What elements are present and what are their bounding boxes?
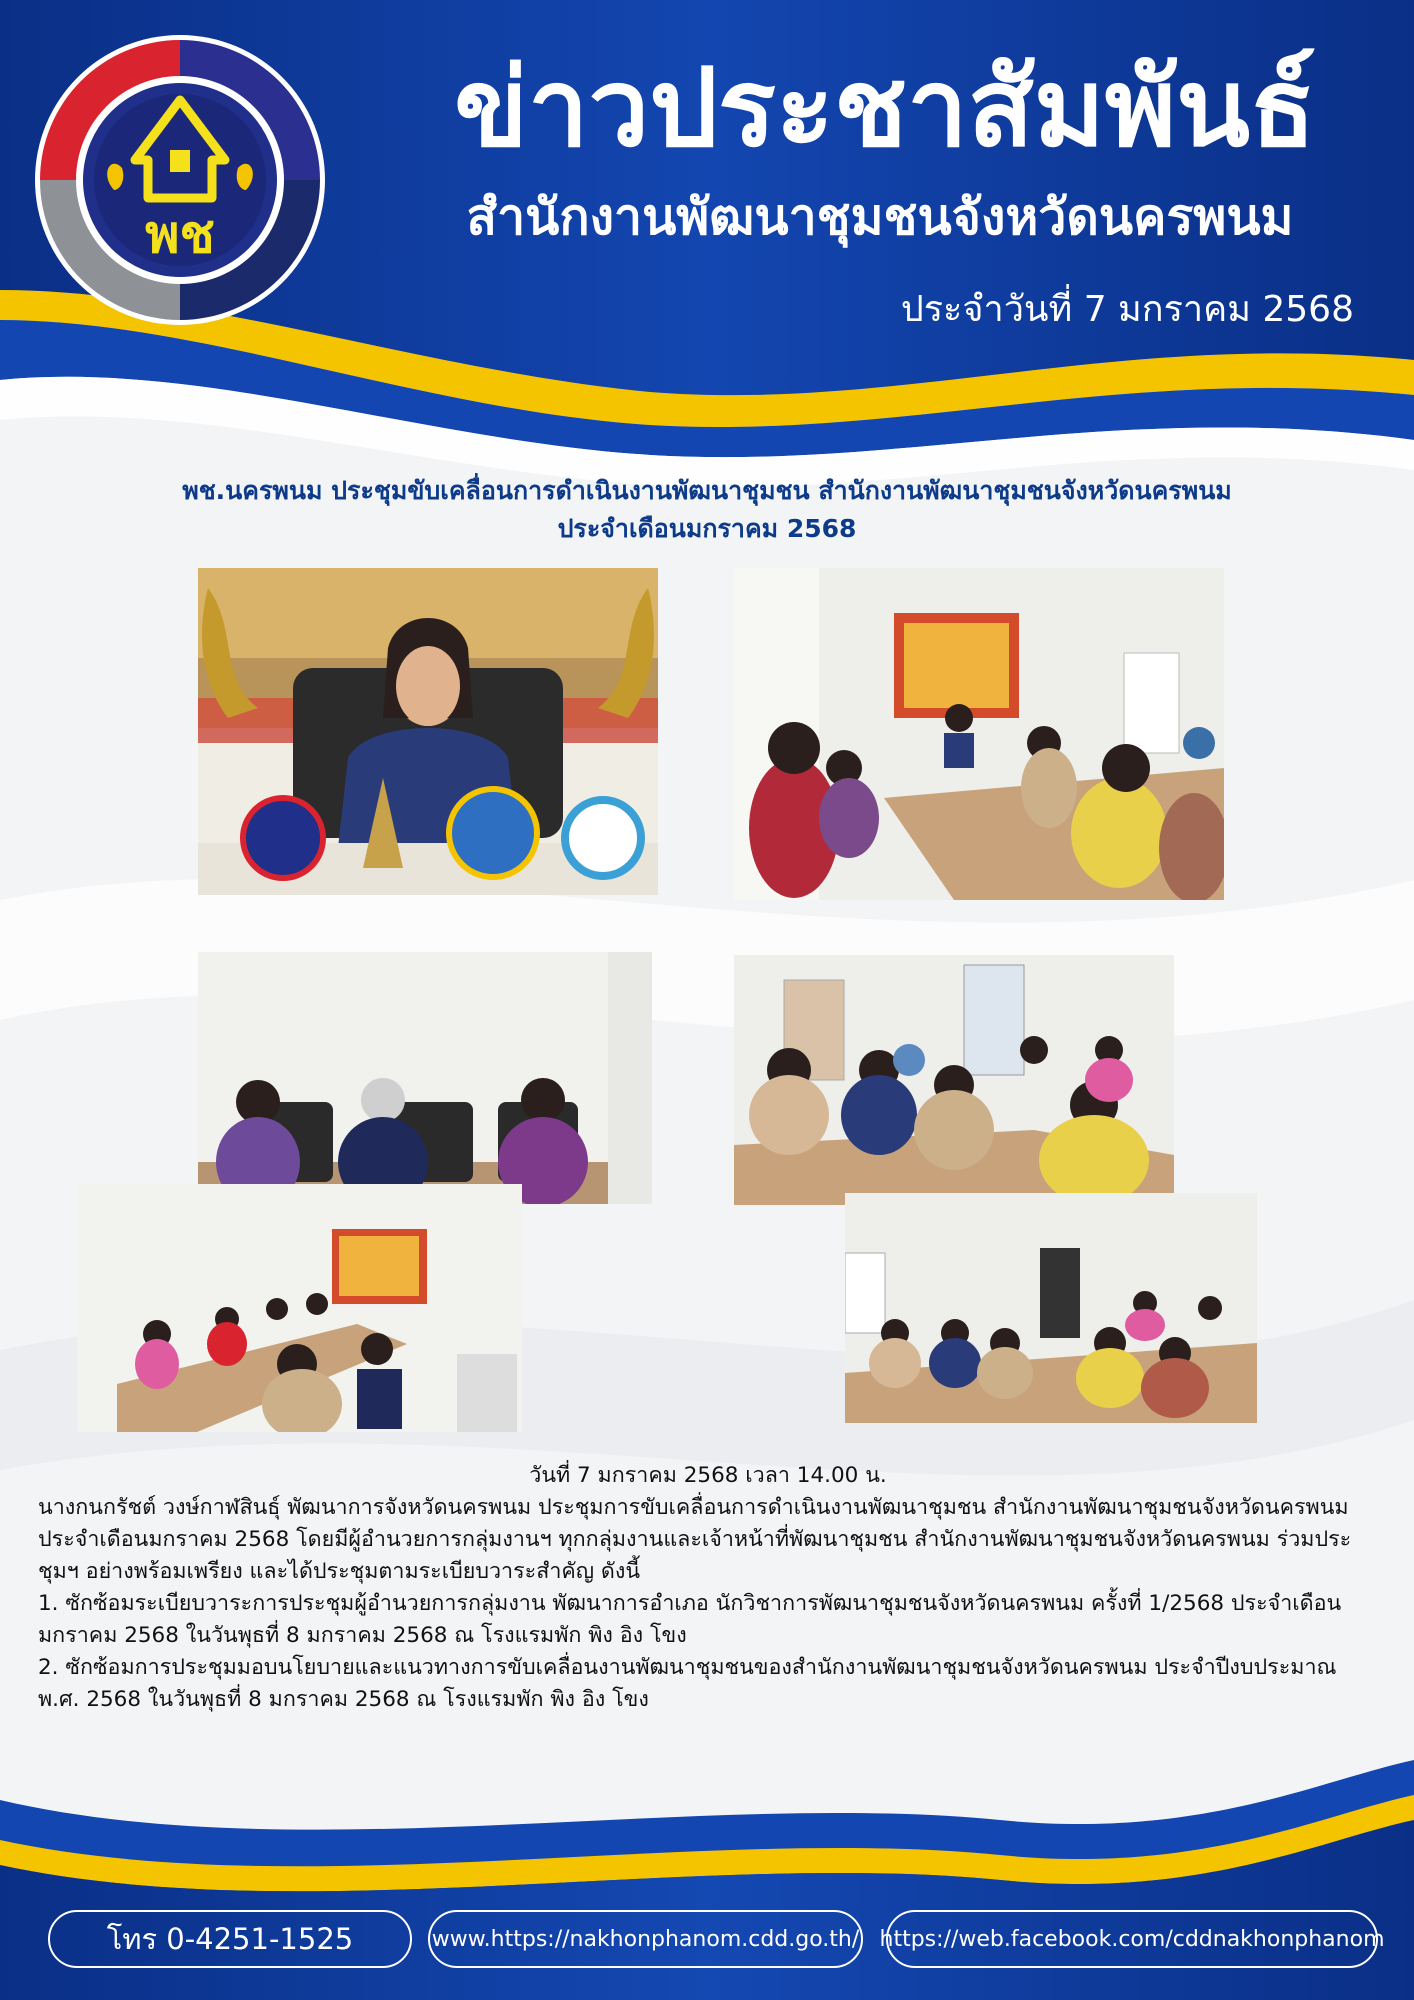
photo-chairperson bbox=[198, 568, 658, 895]
page-title: ข่าวประชาสัมพันธ์ bbox=[454, 46, 1316, 171]
svg-text:พช: พช bbox=[145, 205, 215, 265]
meeting-datetime: วันที่ 7 มกราคม 2568 เวลา 14.00 น. bbox=[529, 1463, 887, 1488]
cdd-logo bbox=[30, 30, 330, 330]
headline-line-1: พช.นครพนม ประชุมขับเคลื่อนการดำเนินงานพัฒนาชุมชน สำนักงานพัฒนาชุมชนจังหวัดนครพนม bbox=[182, 476, 1232, 505]
photo-meeting-table-right bbox=[845, 1193, 1257, 1423]
website-link[interactable]: www.https://nakhonphanom.cdd.go.th/ bbox=[428, 1910, 863, 1968]
agenda-item-2: 2. ซักซ้อมการประชุมมอบนโยบายและแนวทางการขับเคลื่อนงานพัฒนาชุมชนของสำนักงานพัฒนาชุมชนจังหวัดนครพนม ประจำปีงบประมาณ พ.ศ. 2568 ในวันพุธที่ 8 มกราคม 2568 ณ โรงแรมพัก พิง อิง โขง bbox=[38, 1655, 1337, 1712]
photo-attendees-side bbox=[734, 955, 1174, 1205]
organization-name: สำนักงานพัฒนาชุมชนจังหวัดนครพนม bbox=[466, 188, 1294, 246]
photo-three-attendees bbox=[198, 952, 652, 1204]
agenda-item-1: 1. ซักซ้อมระเบียบวาระการประชุมผู้อำนวยการกลุ่มงาน พัฒนาการอำเภอ นักวิชาการพัฒนาชุมชนจังหวัดนครพนม ครั้งที่ 1/2568 ประจำเดือนมกราคม 2568 ในวันพุธที่ 8 มกราคม 2568 ณ โรงแรมพัก พิง อิง โขง bbox=[38, 1591, 1342, 1648]
headline-line-2: ประจำเดือนมกราคม 2568 bbox=[557, 513, 857, 543]
phone-contact[interactable]: โทร 0-4251-1525 bbox=[48, 1910, 412, 1968]
news-headline bbox=[60, 472, 1354, 547]
photo-meeting-room-wide bbox=[734, 568, 1224, 900]
photo-meeting-table-left bbox=[77, 1184, 522, 1432]
facebook-link[interactable]: https://web.facebook.com/cddnakhonphanom bbox=[886, 1910, 1378, 1968]
news-body bbox=[38, 1460, 1378, 1716]
body-paragraph: นางกนกรัชต์ วงษ์กาฬสินธุ์ พัฒนาการจังหวัดนครพนม ประชุมการขับเคลื่อนการดำเนินงานพัฒนาชุมชน สำนักงานพัฒนาชุมชนจังหวัดนครพนม ประจำเดือนมกราคม 2568 โดยมีผู้อำนวยการกลุ่มงานฯ ทุกกลุ่มงานและเจ้าหน้าที่พัฒนาชุมชน สำนักงานพัฒนาชุมชนจังหวัดนครพนม ร่วมประชุมฯ อย่างพร้อมเพรียง และได้ประชุมตามระเบียบวาระสำคัญ ดังนี้ bbox=[38, 1495, 1352, 1584]
issue-date: ประจำวันที่ 7 มกราคม 2568 bbox=[900, 289, 1354, 330]
